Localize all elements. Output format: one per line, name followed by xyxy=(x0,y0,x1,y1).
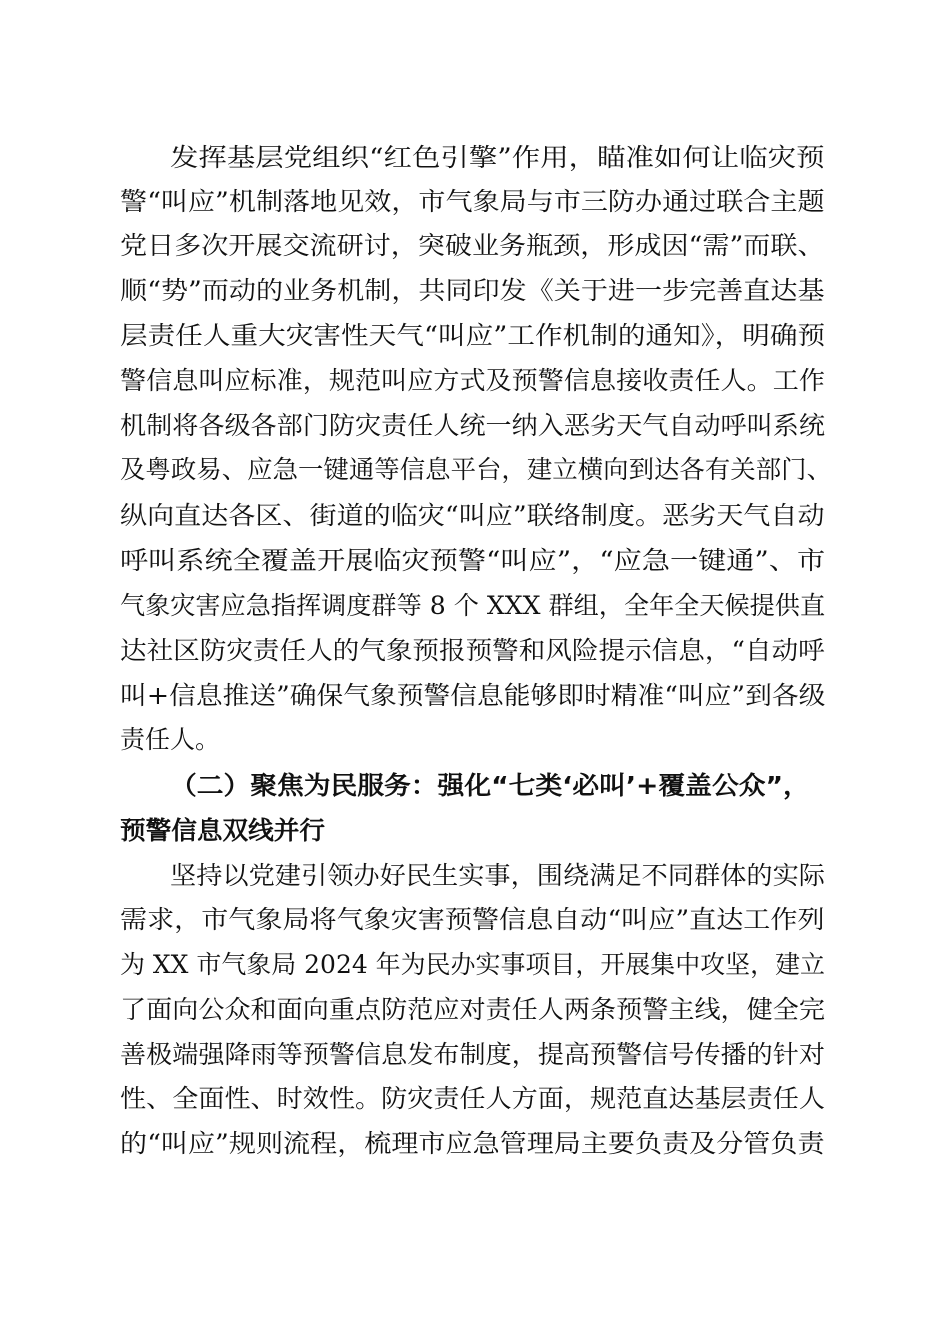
paragraph-2-line-3: 为 XX 市气象局 2024 年为民办实事项目，开展集中攻坚，建立 xyxy=(120,950,826,979)
paragraph-1-line-14: 责任人。 xyxy=(120,725,221,754)
paragraph-1-line-2: 警“叫应”机制落地见效，市气象局与市三防办通过联合主题 xyxy=(120,187,825,216)
paragraph-2-line-7: 的“叫应”规则流程，梳理市应急管理局主要负责及分管负责 xyxy=(120,1129,825,1158)
paragraph-1-line-5: 层责任人重大灾害性天气“叫应”工作机制的通知》，明确预 xyxy=(120,321,826,350)
paragraph-2-line-5: 善极端强降雨等预警信息发布制度，提高预警信号传播的针对 xyxy=(120,1040,826,1069)
paragraph-1-line-10: 呼叫系统全覆盖开展临灾预警“叫应”，“应急一键通”、市 xyxy=(120,546,826,575)
paragraph-2-line-6: 性、全面性、时效性。防灾责任人方面，规范直达基层责任人 xyxy=(120,1084,826,1113)
paragraph-1-line-7: 机制将各级各部门防灾责任人统一纳入恶劣天气自动呼叫系统 xyxy=(120,411,826,440)
paragraph-1-line-1: 发挥基层党组织“红色引擎”作用，瞄准如何让临灾预 xyxy=(170,143,825,172)
paragraph-2-line-4: 了面向公众和面向重点防范应对责任人两条预警主线，健全完 xyxy=(120,995,826,1024)
paragraph-1-line-11: 气象灾害应急指挥调度群等 8 个 XXX 群组，全年全天候提供直 xyxy=(120,591,826,620)
paragraph-1-line-8: 及粤政易、应急一键通等信息平台，建立横向到达各有关部门、 xyxy=(120,455,833,484)
paragraph-1-line-9: 纵向直达各区、街道的临灾“叫应”联络制度。恶劣天气自动 xyxy=(120,501,825,530)
paragraph-1-line-3: 党日多次开展交流研讨，突破业务瓶颈，形成因“需”而联、 xyxy=(120,231,825,260)
paragraph-1-line-12: 达社区防灾责任人的气象预报预警和风险提示信息，“自动呼 xyxy=(120,636,825,665)
paragraph-2-line-1: 坚持以党建引领办好民生实事，围绕满足不同群体的实际 xyxy=(170,861,826,890)
section-heading-line-2: 预警信息双线并行 xyxy=(120,816,326,845)
paragraph-1-line-6: 警信息叫应标准，规范叫应方式及预警信息接收责任人。工作 xyxy=(120,366,826,395)
section-heading-line-1: （二）聚焦为民服务：强化“七类‘必叫’+覆盖公众”， xyxy=(170,771,810,800)
paragraph-1-line-13: 叫+信息推送”确保气象预警信息能够即时精准“叫应”到各级 xyxy=(120,681,826,710)
paragraph-2-line-2: 需求，市气象局将气象灾害预警信息自动“叫应”直达工作列 xyxy=(120,905,825,934)
paragraph-1-line-4: 顺“势”而动的业务机制，共同印发《关于进一步完善直达基 xyxy=(120,276,825,305)
